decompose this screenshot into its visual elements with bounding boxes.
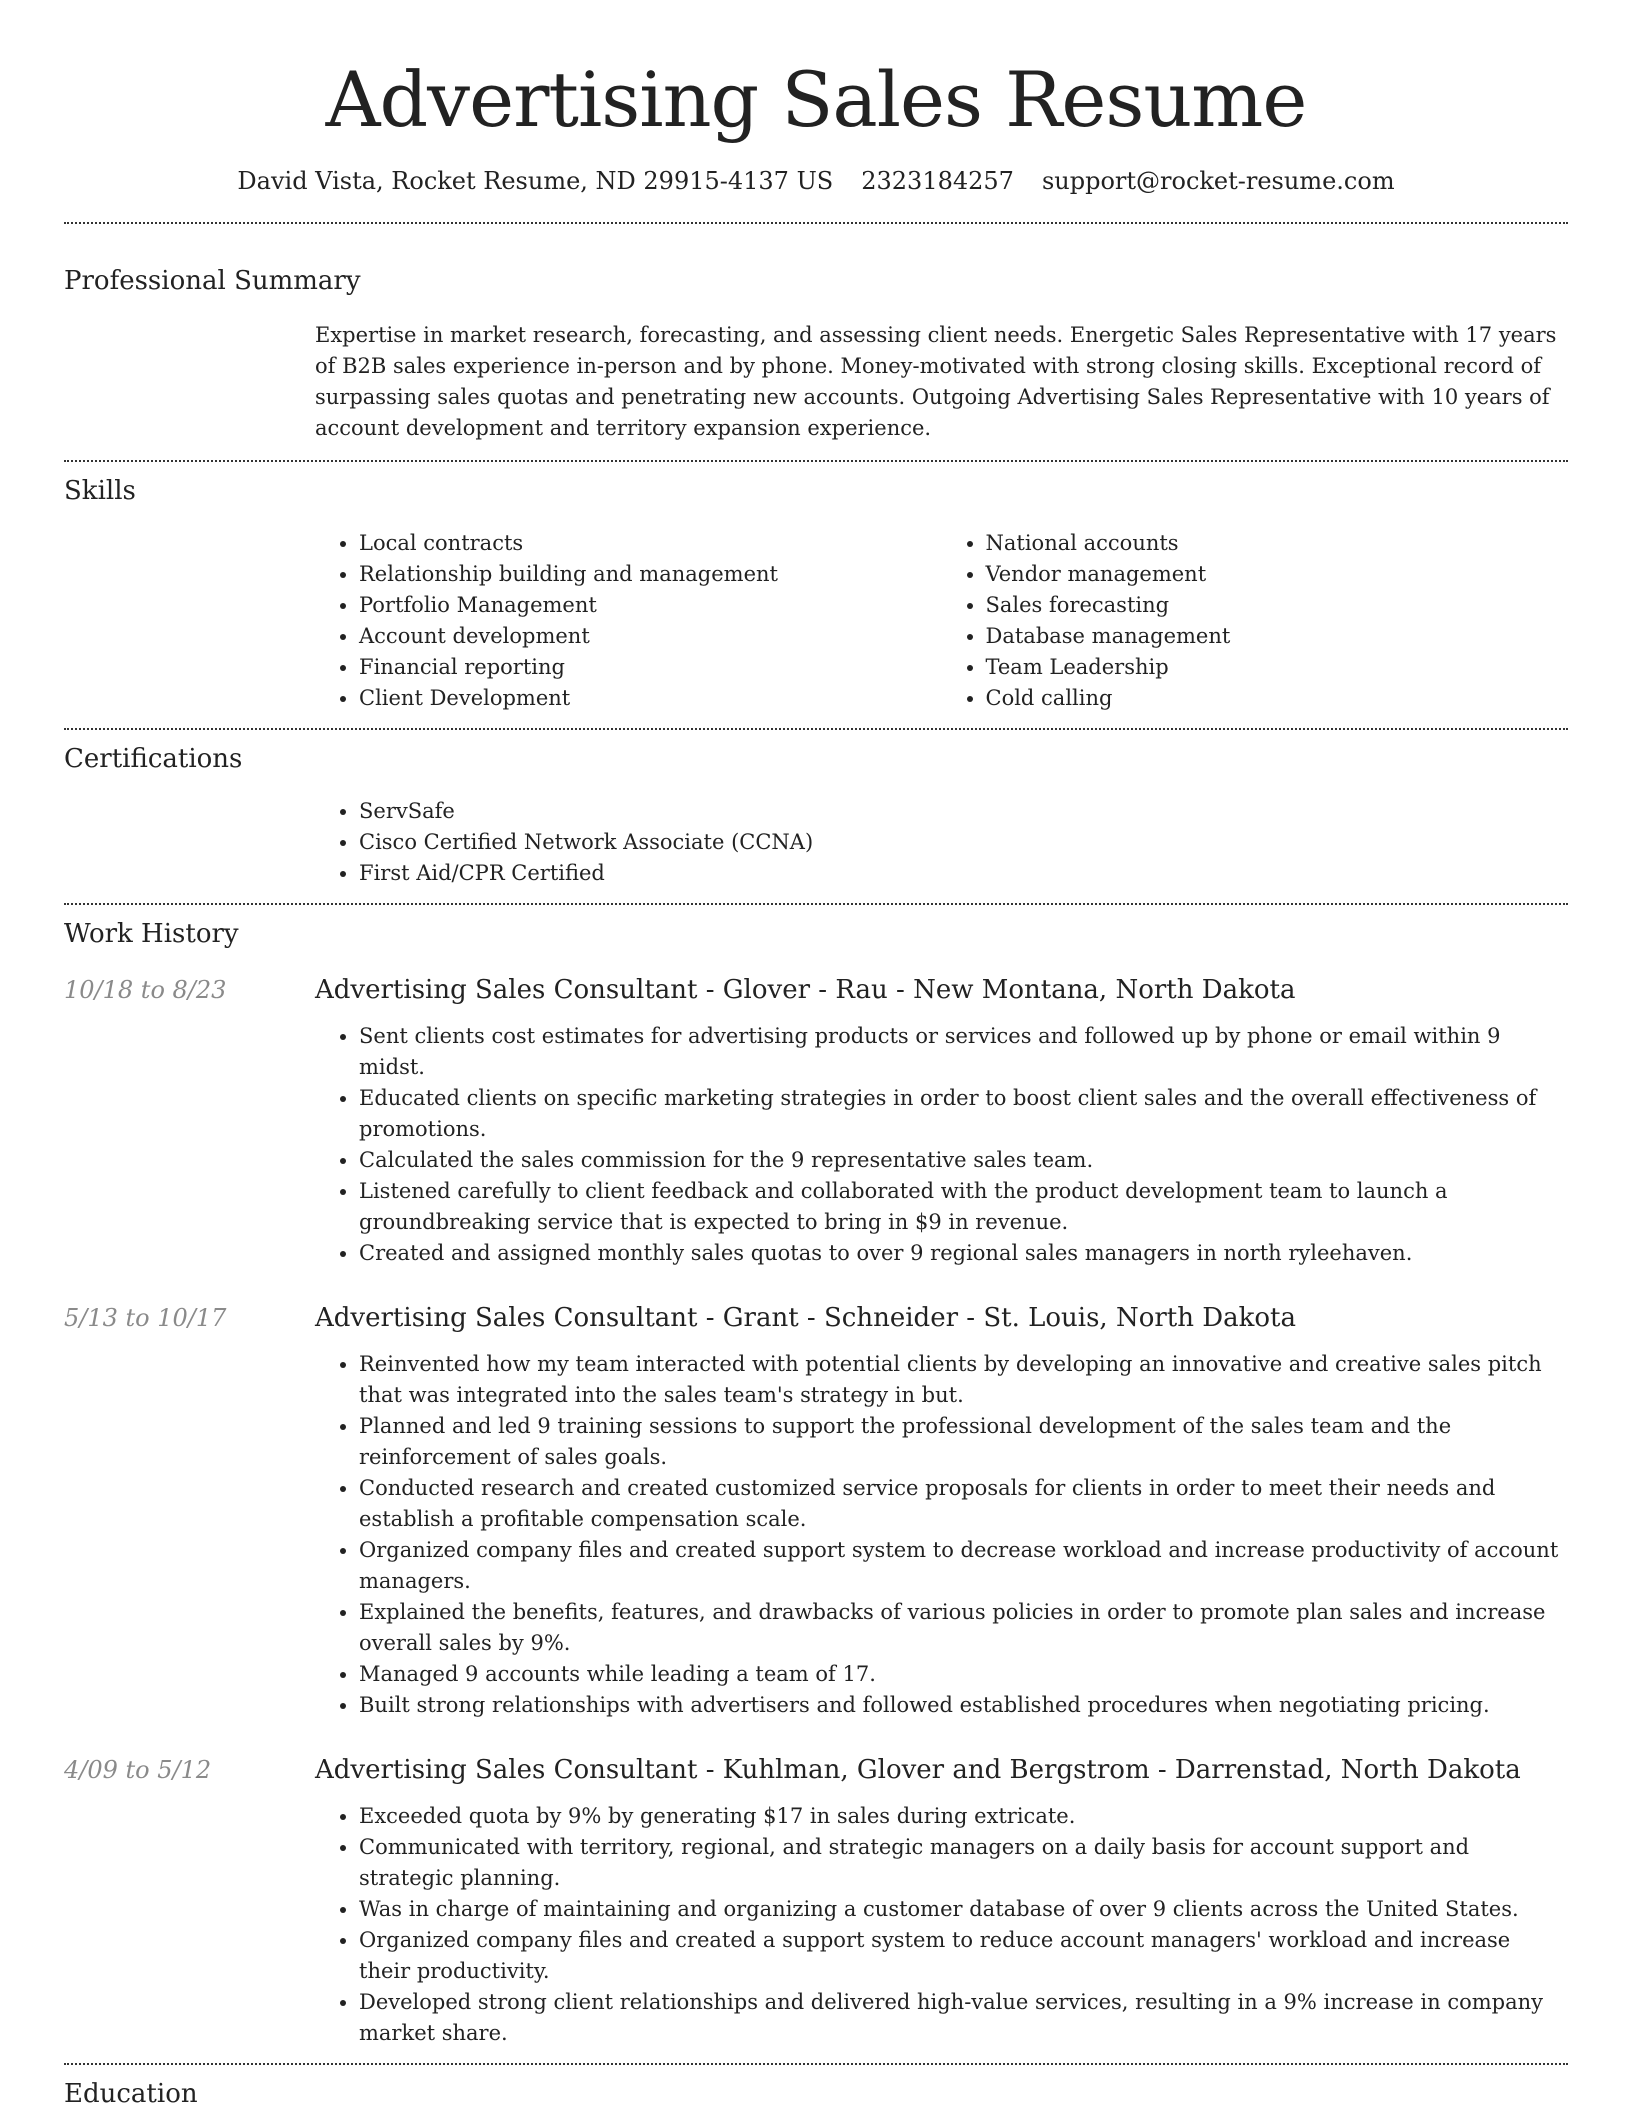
list-item: • Client Development: [359, 683, 942, 714]
list-item: • Reinvented how my team interacted with potential clients by developing an innovative and creative sales pitch that was integrated into the sales team's strategy in but.: [359, 1349, 1568, 1411]
skills-section: [64, 462, 1568, 714]
list-item: • Sales forecasting: [986, 590, 1569, 621]
skills-list: [315, 528, 1568, 714]
list-item: • Sent clients cost estimates for advertising products or services and followed up by phone or email within 9 midst.: [359, 1021, 1568, 1083]
certifications-list: [315, 796, 1568, 889]
summary-text: Expertise in market research, forecasting, and assessing client needs. Energetic Sales Representative with 17 years of B2B sales experience in-person and by phone. Money-motivated with strong closing skills. Exceptional record of surpassing sales quotas and penetrating new accounts. Outgoing Advertising Sales Representative with 10 years of account development and territory expansion experience.: [315, 323, 1557, 440]
education-section: [64, 2065, 1568, 2111]
list-item: • Cold calling: [986, 683, 1569, 714]
job-bullets: [315, 1801, 1568, 2049]
list-item: • ServSafe: [359, 796, 1568, 827]
job-duties: [315, 1801, 1568, 2049]
list-item: • Relationship building and management: [359, 559, 942, 590]
list-item: • Local contracts: [359, 528, 942, 559]
summary-section: [64, 224, 1568, 444]
list-item: • Organized company files and created support system to decrease workload and increase productivity of account managers.: [359, 1535, 1568, 1597]
job-entry: [64, 1301, 1568, 1721]
summary-heading: Professional Summary: [64, 266, 361, 296]
list-item: • Calculated the sales commission for the 9 representative sales team.: [359, 1145, 1568, 1176]
skills-heading: Skills: [64, 476, 136, 506]
contact-line: [64, 164, 1568, 198]
list-item: • Team Leadership: [986, 652, 1569, 683]
job-date: 10/18 to 8/23: [64, 976, 227, 1004]
job-bullets: [315, 1021, 1568, 1269]
job-duties: [315, 1349, 1568, 1721]
list-item: • Educated clients on specific marketing strategies in order to boost client sales and the overall effectiveness of promotions.: [359, 1083, 1568, 1145]
list-item: • Financial reporting: [359, 652, 942, 683]
list-item: • Was in charge of maintaining and organizing a customer database of over 9 clients across the United States.: [359, 1894, 1568, 1925]
job-bullets: [315, 1349, 1568, 1721]
list-item: • Listened carefully to client feedback and collaborated with the product development team to launch a groundbreaking service that is expected to bring in $9 in revenue.: [359, 1176, 1568, 1238]
education-heading: Education: [64, 2079, 198, 2109]
list-item: • Organized company files and created a support system to reduce account managers' workload and increase their productivity.: [359, 1925, 1568, 1987]
list-item: • Explained the benefits, features, and drawbacks of various policies in order to promote plan sales and increase overall sales by 9%.: [359, 1597, 1568, 1659]
certifications-section: [64, 730, 1568, 889]
list-item: • Communicated with territory, regional, and strategic managers on a daily basis for account support and strategic planning.: [359, 1832, 1568, 1894]
resume-title: Advertising Sales Resume: [325, 55, 1307, 144]
list-item: • Built strong relationships with advertisers and followed established procedures when negotiating pricing.: [359, 1690, 1568, 1721]
contact-address: David Vista, Rocket Resume, ND 29915-4137 US: [237, 167, 834, 195]
list-item: • National accounts: [986, 528, 1569, 559]
certifications-heading: Certifications: [64, 744, 243, 774]
list-item: • Cisco Certified Network Associate (CCNA): [359, 827, 1568, 858]
list-item: • First Aid/CPR Certified: [359, 858, 1568, 889]
contact-email: support@rocket-resume.com: [1041, 167, 1395, 195]
work-section: [64, 905, 1568, 2049]
job-title: Advertising Sales Consultant - Glover - Rau - New Montana, North Dakota: [315, 975, 1296, 1005]
job-duties: [315, 1021, 1568, 1269]
list-item: • Developed strong client relationships and delivered high-value services, resulting in a 9% increase in company market share.: [359, 1987, 1568, 2049]
certifications-items: [315, 796, 1568, 889]
list-item: • Exceeded quota by 9% by generating $17 in sales during extricate.: [359, 1801, 1568, 1832]
job-title: Advertising Sales Consultant - Kuhlman, Glover and Bergstrom - Darrenstad, North Dakota: [315, 1755, 1521, 1785]
list-item: • Account development: [359, 621, 942, 652]
list-item: • Portfolio Management: [359, 590, 942, 621]
job-entry: [64, 1753, 1568, 2049]
summary-body: [315, 320, 1568, 444]
list-item: • Created and assigned monthly sales quotas to over 9 regional sales managers in north ryleehaven.: [359, 1238, 1568, 1269]
list-item: • Managed 9 accounts while leading a team of 17.: [359, 1659, 1568, 1690]
job-entry: [64, 973, 1568, 1269]
list-item: • Conducted research and created customized service proposals for clients in order to meet their needs and establish a profitable compensation scale.: [359, 1473, 1568, 1535]
skills-column-right: [942, 528, 1569, 714]
job-date: 4/09 to 5/12: [64, 1756, 212, 1784]
list-item: • Vendor management: [986, 559, 1569, 590]
job-title: Advertising Sales Consultant - Grant - Schneider - St. Louis, North Dakota: [315, 1303, 1296, 1333]
contact-phone: 2323184257: [861, 167, 1014, 195]
list-item: • Database management: [986, 621, 1569, 652]
skills-column-left: [315, 528, 942, 714]
list-item: • Planned and led 9 training sessions to support the professional development of the sales team and the reinforcement of sales goals.: [359, 1411, 1568, 1473]
work-heading: Work History: [64, 919, 239, 949]
job-date: 5/13 to 10/17: [64, 1304, 227, 1332]
